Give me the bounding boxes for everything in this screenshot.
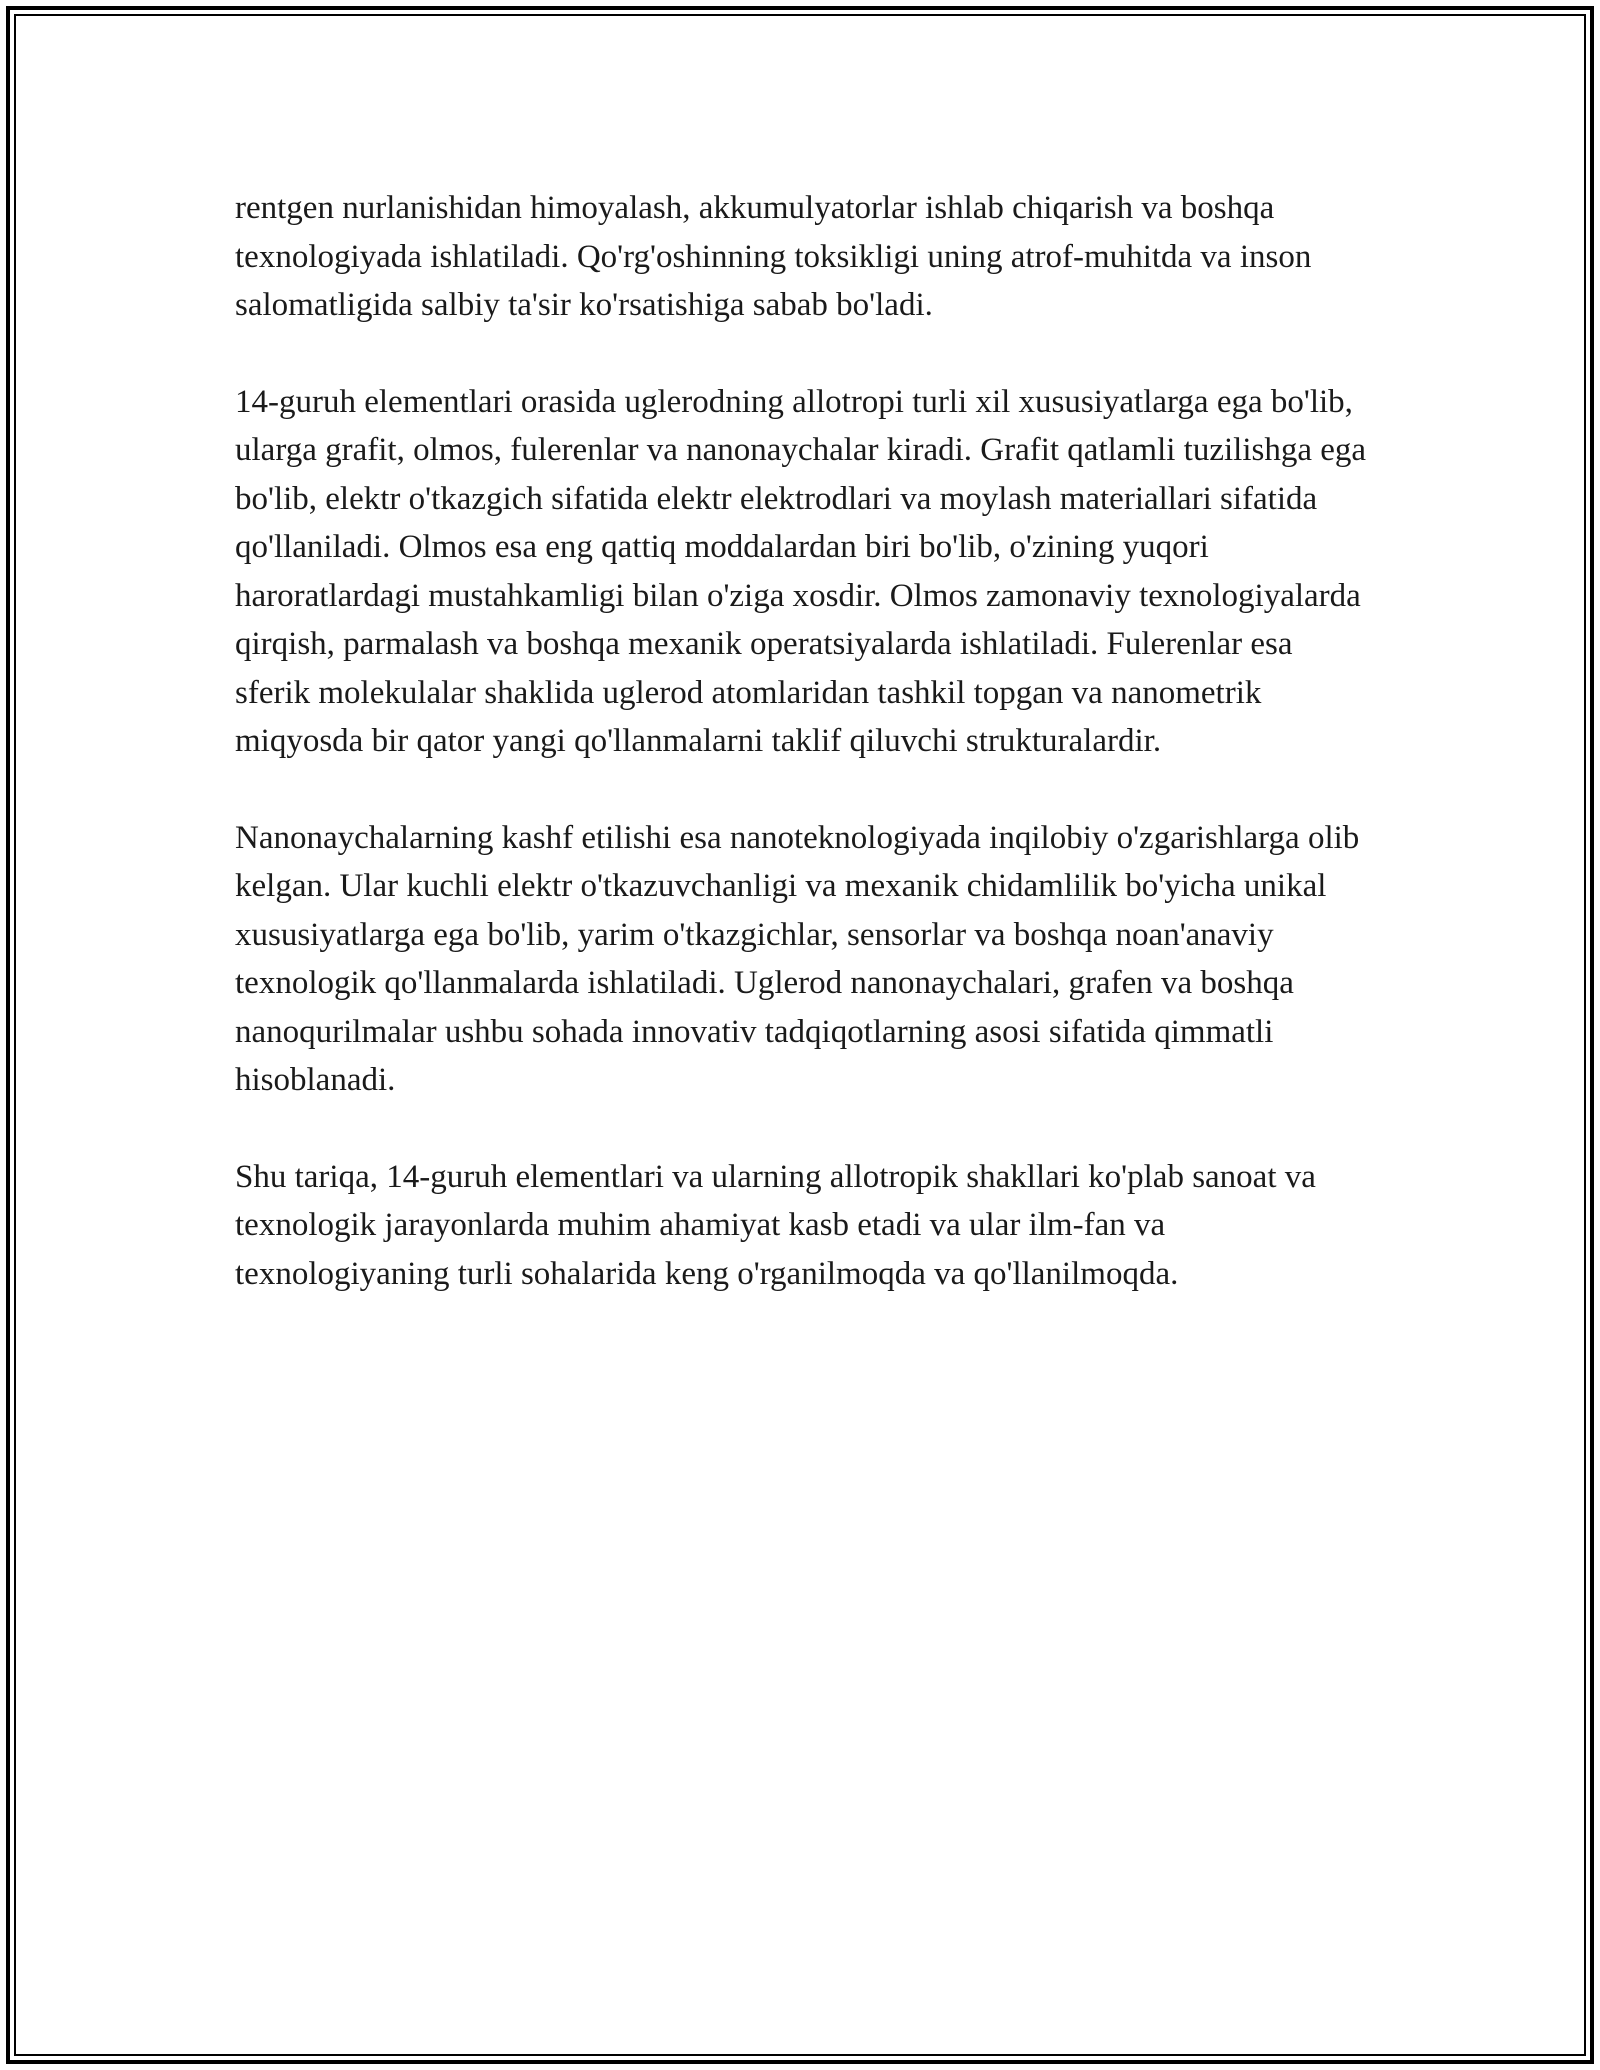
document-body bbox=[235, 184, 1370, 1346]
paragraph-carbon-allotropes: 14-guruh elementlari orasida uglerodning allotropi turli xil xususiyatlarga ega bo'lib, ularga grafit, olmos, fulerenlar va nanonaychalar kiradi. Grafit qatlamli tuzilishga ega bo'lib, elektr o'tkazgich sifatida elektr elektrodlari va moylash materiallari sifatida qo'llaniladi. Olmos esa eng qattiq moddalardan biri bo'lib, o'zining yuqori haroratlardagi mustahkamligi bilan o'ziga xosdir. Olmos zamonaviy texnologiyalarda qirqish, parmalash va boshqa mexanik operatsiyalarda ishlatiladi. Fulerenlar esa sferik molekulalar shaklida uglerod atomlaridan tashkil topgan va nanometrik miqyosda bir qator yangi qo'llanmalarni taklif qiluvchi strukturalardir. bbox=[235, 383, 1367, 759]
paragraph-lead-applications: rentgen nurlanishidan himoyalash, akkumulyatorlar ishlab chiqarish va boshqa texnologiyada ishlatiladi. Qo'rg'oshinning toksikligi uning atrof-muhitda va inson salomatligida salbiy ta'sir ko'rsatishiga sabab bo'ladi. bbox=[235, 190, 1312, 323]
paragraph-nanotubes: Nanonaychalarning kashf etilishi esa nanoteknologiyada inqilobiy o'zgarishlarga olib kelgan. Ular kuchli elektr o'tkazuvchanligi va mexanik chidamlilik bo'yicha unikal xususiyatlarga ega bo'lib, yarim o'tkazgichlar, sensorlar va boshqa noan'anaviy texnologik qo'llanmalarda ishlatiladi. Uglerod nanonaychalari, grafen va boshqa nanoqurilmalar ushbu sohada innovativ tadqiqotlarning asosi sifatida qimmatli hisoblanadi. bbox=[235, 819, 1360, 1098]
paragraph-conclusion: Shu tariqa, 14-guruh elementlari va ularning allotropik shakllari ko'plab sanoat va texnologik jarayonlarda muhim ahamiyat kasb etadi va ular ilm-fan va texnologiyaning turli sohalarida keng o'rganilmoqda va qo'llanilmoqda. bbox=[235, 1158, 1316, 1292]
